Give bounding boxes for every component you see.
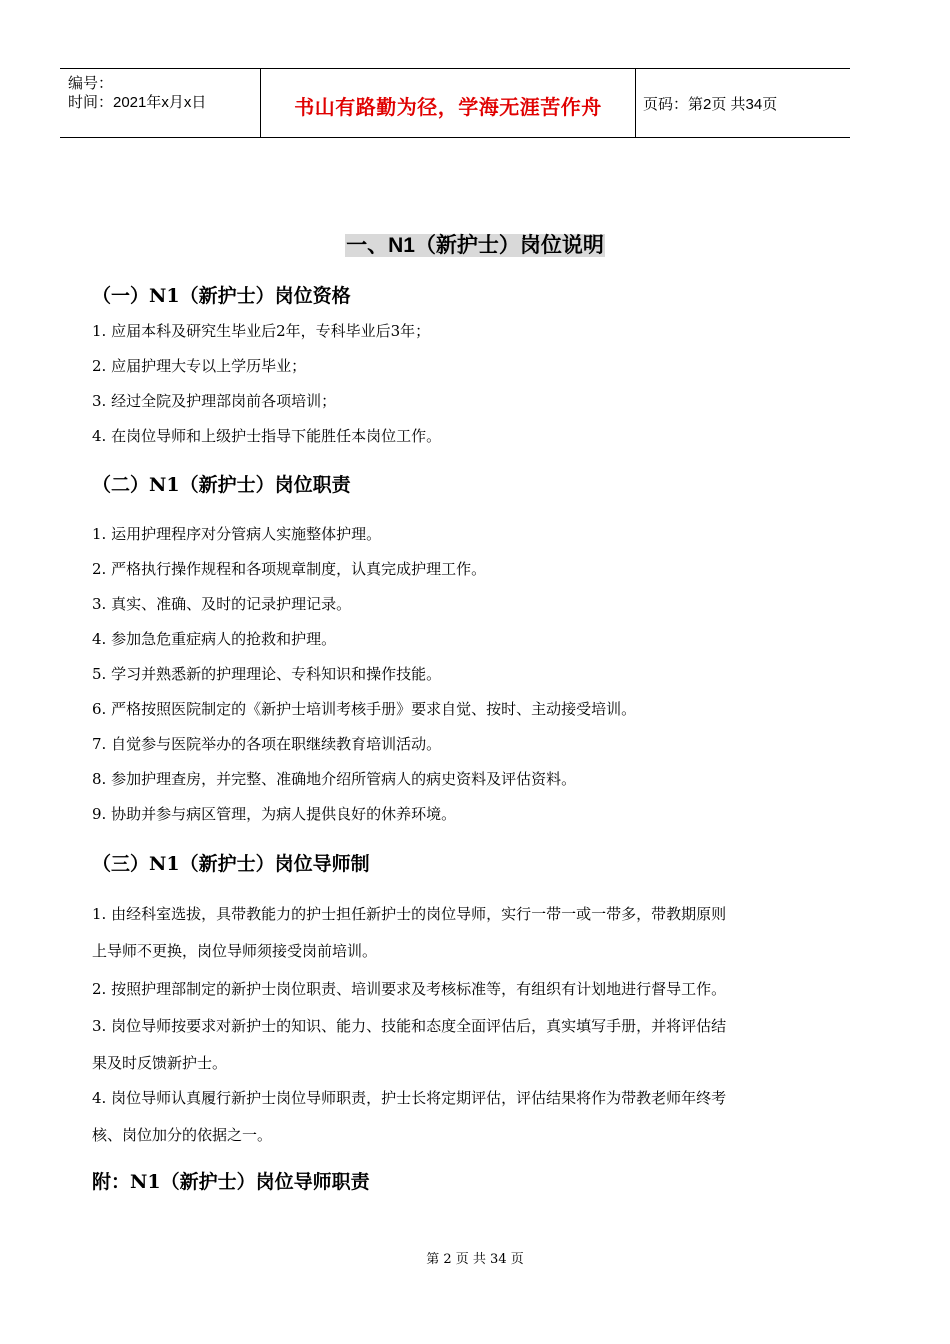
header-page-cell [635, 69, 850, 137]
list-item-continuation: 果及时反馈新护士。 [92, 1054, 228, 1072]
page-header [60, 68, 850, 138]
document-title [0, 229, 950, 259]
section-heading-duties: （二）N1（新护士）岗位职责 [92, 474, 351, 496]
list-item: 1. 应届本科及研究生毕业后2年，专科毕业后3年； [92, 322, 431, 340]
motto-text: 书山有路勤为径，学海无涯苦作舟 [294, 97, 602, 119]
list-item: 2. 严格执行操作规程和各项规章制度，认真完成护理工作。 [92, 560, 487, 578]
list-item: 3. 真实、准确、及时的记录护理记录。 [92, 595, 352, 613]
list-item: 9. 协助并参与病区管理，为病人提供良好的休养环境。 [92, 805, 457, 823]
list-item: 5. 学习并熟悉新的护理理论、专科知识和操作技能。 [92, 665, 442, 683]
serial-label: 编号： [68, 75, 114, 92]
appendix-heading: 附：N1（新护士）岗位导师职责 [92, 1171, 370, 1193]
list-item: 2. 应届护理大专以上学历毕业； [92, 357, 307, 375]
list-item: 4. 岗位导师认真履行新护士岗位导师职责，护士长将定期评估，评估结果将作为带教老师年终考 [92, 1089, 727, 1107]
time-label: 时间：2021年x月x日 [68, 94, 207, 111]
list-item-continuation: 上导师不更换，岗位导师须接受岗前培训。 [92, 942, 378, 960]
list-item: 4. 参加急危重症病人的抢救和护理。 [92, 630, 337, 648]
list-item: 7. 自觉参与医院举办的各项在职继续教育培训活动。 [92, 735, 442, 753]
list-item: 1. 由经科室选拔，具带教能力的护士担任新护士的岗位导师，实行一带一或一带多，带教期原则 [92, 905, 727, 923]
header-meta-cell [60, 69, 260, 137]
page-number-label: 页码：第2页 共34页 [643, 96, 778, 113]
list-item: 8. 参加护理查房，并完整、准确地介绍所管病人的病史资料及评估资料。 [92, 770, 577, 788]
list-item: 4. 在岗位导师和上级护士指导下能胜任本岗位工作。 [92, 427, 442, 445]
list-item: 3. 岗位导师按要求对新护士的知识、能力、技能和态度全面评估后，真实填写手册，并将评估结 [92, 1017, 727, 1035]
list-item: 2. 按照护理部制定的新护士岗位职责、培训要求及考核标准等，有组织有计划地进行督导工作。 [92, 980, 727, 998]
page-footer: 第 2 页 共 34 页 [426, 1252, 524, 1267]
list-item: 6. 严格按照医院制定的《新护士培训考核手册》要求自觉、按时、主动接受培训。 [92, 700, 637, 718]
section-heading-qualification: （一）N1（新护士）岗位资格 [92, 285, 351, 307]
list-item-continuation: 核、岗位加分的依据之一。 [92, 1126, 273, 1144]
section-heading-mentorship: （三）N1（新护士）岗位导师制 [92, 853, 370, 875]
list-item: 1. 运用护理程序对分管病人实施整体护理。 [92, 525, 382, 543]
header-motto-cell [260, 69, 636, 137]
document-title-text: 一、N1（新护士）岗位说明 [346, 234, 604, 257]
list-item: 3. 经过全院及护理部岗前各项培训； [92, 392, 337, 410]
